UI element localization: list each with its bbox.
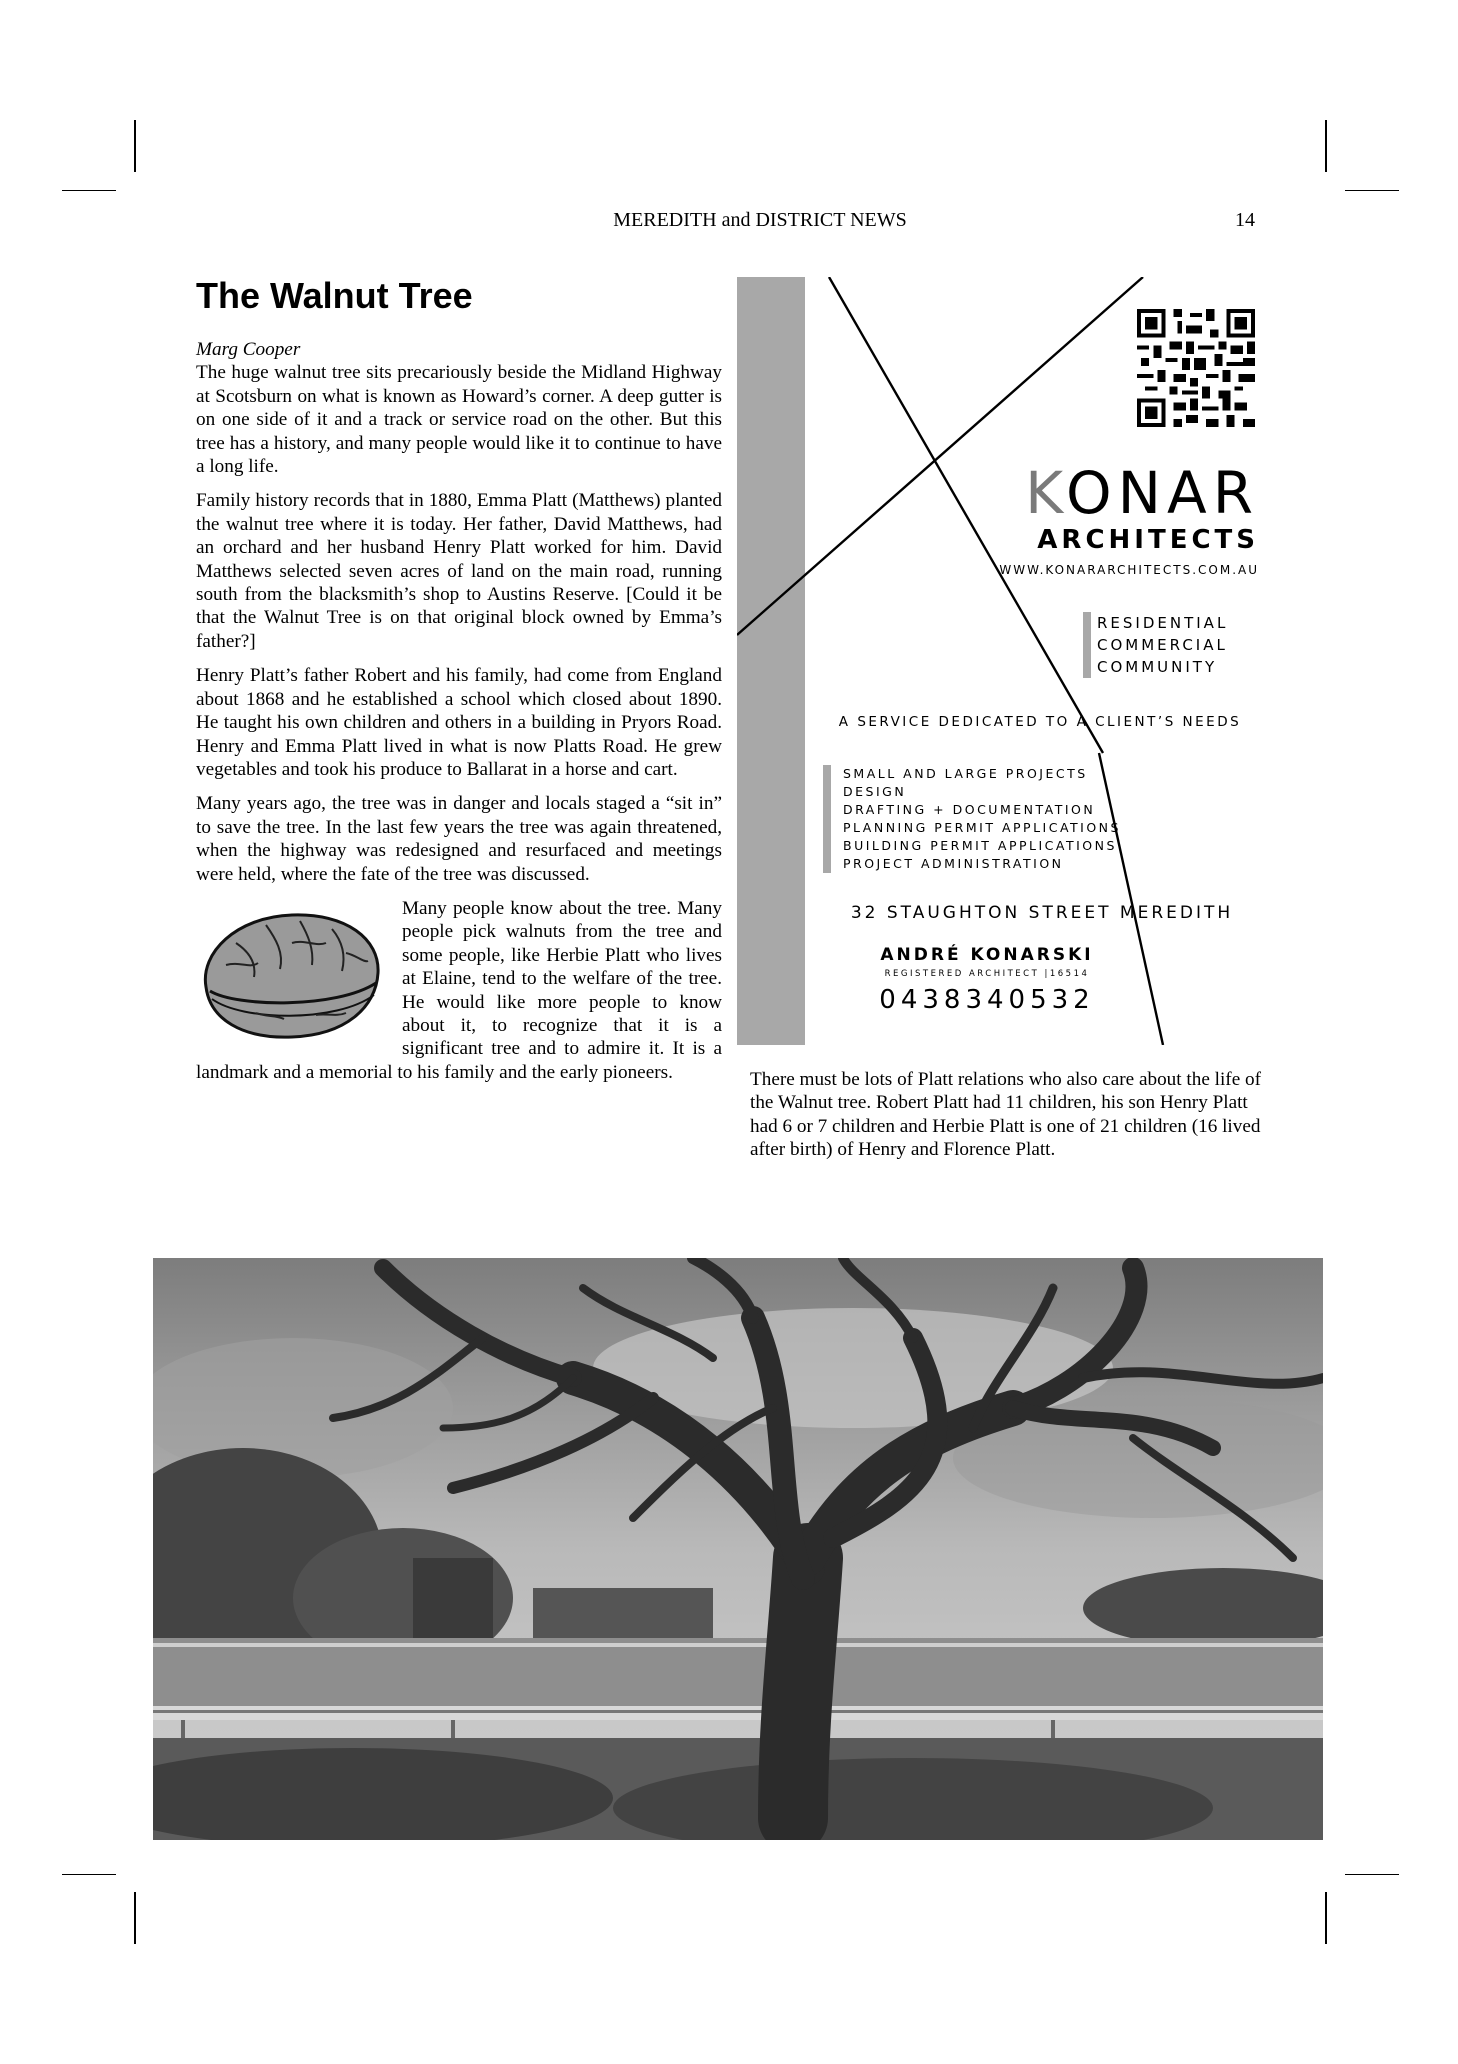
service-item: RESIDENTIAL xyxy=(1097,614,1229,632)
konar-subtitle: ARCHITECTS xyxy=(1037,525,1259,555)
article-body xyxy=(196,338,722,1095)
walnut-tree-photo xyxy=(153,1258,1323,1840)
konar-architects-ad xyxy=(737,277,1267,1045)
offering-item: DRAFTING + DOCUMENTATION xyxy=(843,802,1096,817)
ad-address: 32 STAUGHTON STREET MEREDITH xyxy=(850,903,1234,923)
offering-item: DESIGN xyxy=(843,784,907,799)
crop-mark xyxy=(134,120,136,172)
walnut-icon xyxy=(196,903,386,1051)
crop-mark xyxy=(62,190,116,191)
article-paragraph: Many years ago, the tree was in danger and locals staged a “sit in” to save the tree. In the last few years the tree was again threatened, when the highway was redesigned and resurfaced and meetings were held, where the fate of the tree was discussed. xyxy=(196,793,722,885)
walnut-illustration xyxy=(196,903,386,1051)
page-number: 14 xyxy=(1235,209,1255,231)
service-item: COMMUNITY xyxy=(1097,658,1218,676)
crop-mark xyxy=(1325,120,1327,172)
crop-mark xyxy=(1325,1892,1327,1944)
article-paragraph: Many people know about the tree. Many people pick walnuts from the tree and some people, like Herbie Platt who lives at Elaine, tend to the welfare of the tree. He would like more people to know about it, to recognize that it is a significant tree and to admire it. It is a landmark and a memorial to his family and the early pioneers. xyxy=(196,897,722,1083)
article-paragraph: The huge walnut tree sits precariously beside the Midland Highway at Scotsburn on what is known as Howard’s corner. A deep gutter is on one side of it and a track or service road on the other. But this tree has a history, and many people would like it to continue to have a long life. xyxy=(196,362,722,478)
architect-phone: 0438340532 xyxy=(879,985,1095,1015)
crop-mark xyxy=(134,1892,136,1944)
offerings-list xyxy=(823,765,1121,873)
article-continuation: There must be lots of Platt relations who also care about the life of the Walnut tree. Robert Platt had 11 children, his son Henry Platt had 6 or 7 children and Herbie Platt is one of 21 children (16 lived after birth) of Henry and Florence Platt. xyxy=(750,1069,1261,1161)
crop-mark xyxy=(62,1874,116,1875)
publication-title: MEREDITH and DISTRICT NEWS xyxy=(613,209,907,231)
architect-name: ANDRÉ KONARSKI xyxy=(880,945,1094,965)
article-paragraph: Family history records that in 1880, Emma Platt (Matthews) planted the walnut tree where it is today. Her father, David Matthews, had an orchard and her husband Henry Platt worked for him. David Matthews selected seven acres of land on the main road, running south from the blacksmith’s shop to Austins Reserve. [Could it be that the Walnut Tree is on that original block owned by Emma’s father?] xyxy=(196,490,722,652)
offering-item: PROJECT ADMINISTRATION xyxy=(843,856,1064,871)
qr-code-icon xyxy=(1137,309,1255,427)
article-paragraph: Henry Platt’s father Robert and his family, had come from England about 1868 and he established a school which closed about 1890. He taught his own children and others in a building in Pryors Road. Henry and Emma Platt lived in what is now Platts Road. He grew vegetables and took his produce to Ballarat in a horse and cart. xyxy=(196,665,722,780)
architect-registration: REGISTERED ARCHITECT |16514 xyxy=(884,969,1090,979)
offering-item: PLANNING PERMIT APPLICATIONS xyxy=(843,820,1121,835)
article-byline: Marg Cooper xyxy=(196,339,301,360)
konar-url: WWW.KONARARCHITECTS.COM.AU xyxy=(999,563,1259,577)
offering-item: SMALL AND LARGE PROJECTS xyxy=(843,766,1088,781)
services-list xyxy=(1083,612,1228,678)
konar-logo: KONAR xyxy=(1025,459,1259,527)
article-title: The Walnut Tree xyxy=(196,275,473,316)
crop-mark xyxy=(1345,190,1399,191)
service-item: COMMERCIAL xyxy=(1097,636,1228,654)
offering-item: BUILDING PERMIT APPLICATIONS xyxy=(843,838,1117,853)
ad-tagline: A SERVICE DEDICATED TO A CLIENT’S NEEDS xyxy=(838,714,1242,730)
crop-mark xyxy=(1345,1874,1399,1875)
